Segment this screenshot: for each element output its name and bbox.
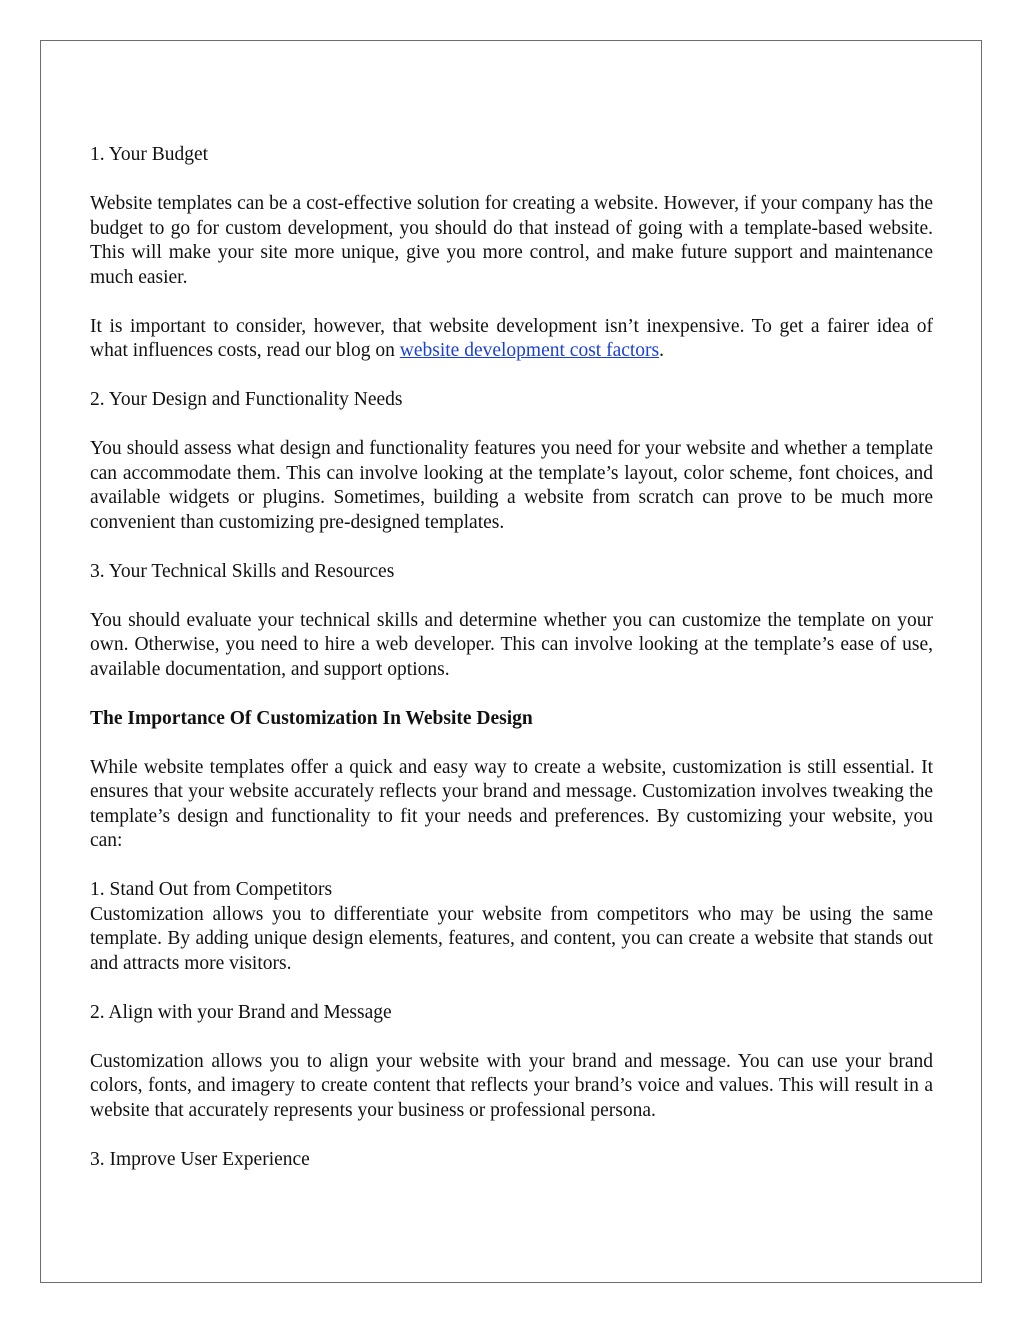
paragraph-importance: While website templates offer a quick and easy way to create a website, customization is still essential. It ensures that your website accurately reflects your brand and message. Customization involves tweaking the template’s design and functionality to fit your needs and preferences. By customizing your website, you can: (90, 756, 933, 851)
benefit-heading-competitors: 1. Stand Out from Competitors (90, 879, 333, 900)
section-heading-design: 2. Your Design and Functionality Needs (90, 389, 403, 410)
benefit-heading-ux: 3. Improve User Experience (90, 1148, 310, 1170)
cost-factors-link[interactable]: website development cost factors (399, 340, 660, 361)
section-heading-budget: 1. Your Budget (90, 144, 209, 165)
paragraph-cost-end: . (659, 340, 665, 361)
paragraph-brand: Customization allows you to align your website with your brand and message. You can use your brand colors, fonts, and imagery to create content that reflects your brand’s voice and values. This will result in a website that accurately represents your business or professional persona. (90, 1050, 933, 1121)
section-heading-technical: 3. Your Technical Skills and Resources (90, 560, 395, 582)
benefit-heading-brand: 2. Align with your Brand and Message (90, 1001, 392, 1023)
paragraph-technical: You should evaluate your technical skills and determine whether you can customize the template on your own. Otherwise, you need to hire a web developer. This can involve looking at the template’s ease of use, available documentation, and support options. (90, 609, 933, 680)
paragraph-cost (90, 315, 933, 364)
paragraph-competitors: Customization allows you to differentiate your website from competitors who may be using the same template. By adding unique design elements, features, and content, you can create a website that stands out and attracts more visitors. (90, 903, 933, 974)
document-body (90, 143, 933, 1172)
heading-importance: The Importance Of Customization In Website Design (90, 707, 533, 729)
paragraph-design: You should assess what design and functionality features you need for your website and whether a template can accommodate them. This can involve looking at the template’s layout, color scheme, font choices, and available widgets or plugins. Sometimes, building a website from scratch can prove to be much more convenient than customizing pre-designed templates. (90, 438, 933, 533)
paragraph-cost-text: It is important to consider, however, that website development isn’t inexpensive. To get a fairer idea of what influences costs, read our blog on (90, 315, 933, 361)
paragraph-budget: Website templates can be a cost-effective solution for creating a website. However, if your company has the budget to go for custom development, you should do that instead of going with a template-based website. This will make your site more unique, give you more control, and make future support and maintenance much easier. (90, 193, 933, 288)
